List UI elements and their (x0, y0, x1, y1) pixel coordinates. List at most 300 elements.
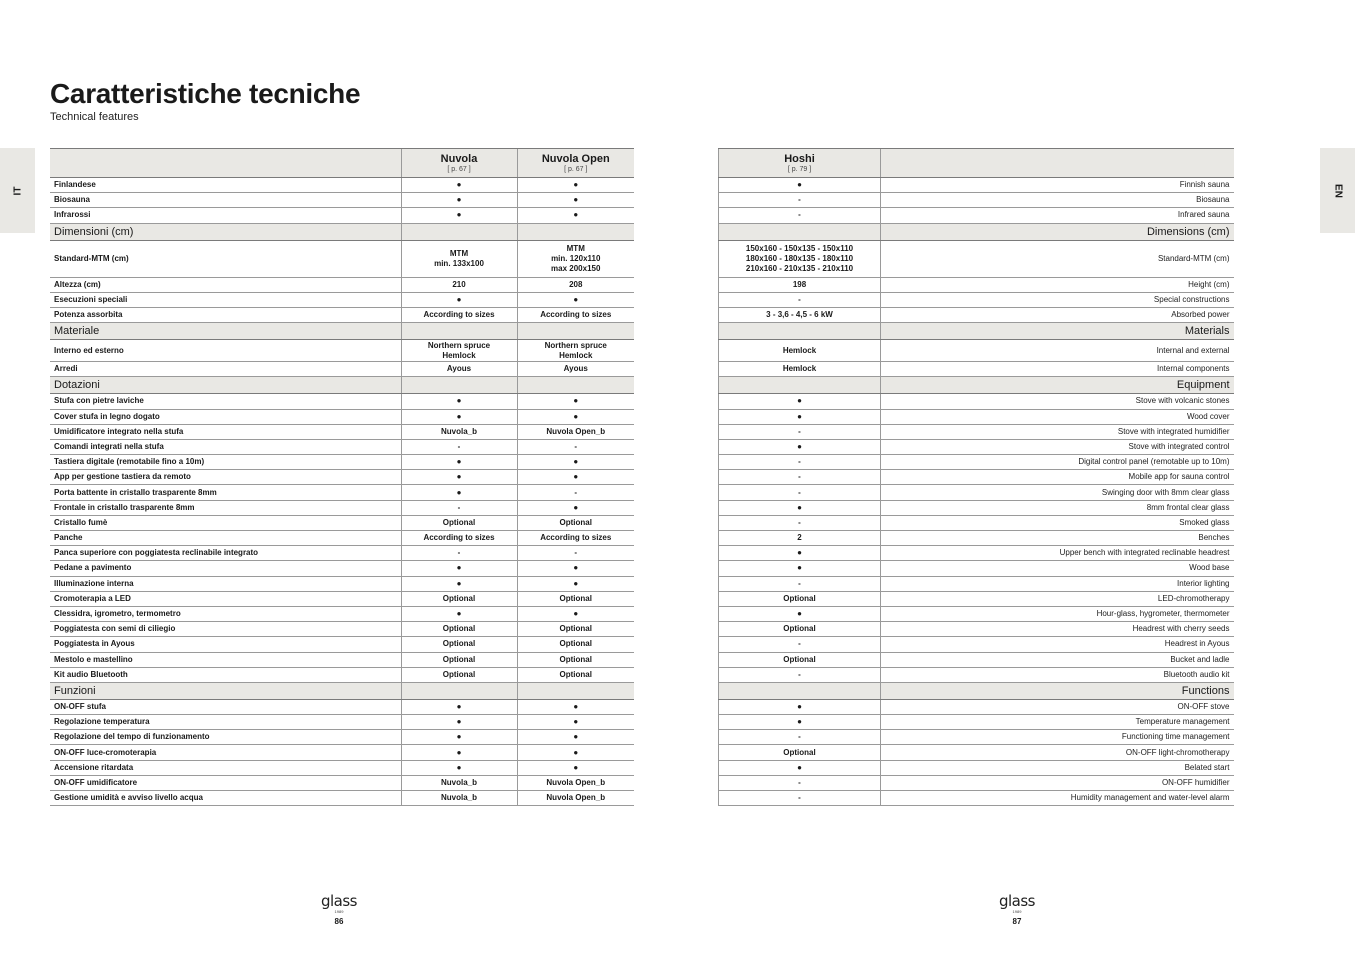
value-line: ● (573, 472, 579, 482)
value-line: Ayous (563, 364, 588, 374)
value-line: 180x160 - 180x135 - 180x110 (745, 253, 854, 263)
value-line: Optional (559, 593, 592, 603)
table-row (719, 730, 1234, 745)
value-cell (401, 745, 517, 760)
value-line: Optional (559, 624, 592, 634)
value-cell (401, 561, 517, 576)
value-cell (719, 409, 881, 424)
value-line: ● (456, 609, 462, 619)
table-row (50, 606, 634, 621)
row-label: Pedane a pavimento (50, 561, 401, 576)
row-label: Bluetooth audio kit (881, 667, 1234, 682)
value-cell (401, 240, 517, 277)
page-number: 86 (334, 917, 344, 926)
value-cell (719, 667, 881, 682)
table-row (719, 667, 1234, 682)
value-cell (401, 606, 517, 621)
column-header (517, 149, 634, 178)
brand-logo: glass (998, 892, 1035, 910)
row-label: Benches (881, 531, 1234, 546)
value-cell (401, 622, 517, 637)
value-cell (401, 470, 517, 485)
table-row (50, 699, 634, 714)
section-blank (517, 223, 634, 240)
value-line: ● (456, 747, 462, 757)
value-line: ● (797, 441, 802, 451)
table-row (719, 277, 1234, 292)
table-row (50, 409, 634, 424)
value-cell (517, 277, 634, 292)
row-label: Mestolo e mastellino (50, 652, 401, 667)
footer-right (987, 894, 1047, 926)
value-line: Nuvola_b (440, 793, 477, 803)
table-row (719, 240, 1234, 277)
value-cell (719, 424, 881, 439)
value-cell (517, 699, 634, 714)
table-row (719, 715, 1234, 730)
value-cell (517, 439, 634, 454)
row-label: Wood cover (881, 409, 1234, 424)
value-cell (401, 409, 517, 424)
value-line: - (798, 639, 801, 649)
section-blank (517, 323, 634, 340)
row-label: Height (cm) (881, 277, 1234, 292)
value-line: ● (797, 563, 802, 573)
value-line: Optional (442, 517, 476, 527)
value-line: ● (573, 732, 579, 742)
table-row (50, 424, 634, 439)
value-line: - (457, 548, 461, 558)
value-line: ● (797, 701, 802, 711)
language-tab-label: EN (1332, 183, 1343, 198)
page-number: 87 (1012, 917, 1022, 926)
language-tab-it (0, 148, 35, 233)
value-cell (719, 606, 881, 621)
row-label: Wood base (881, 561, 1234, 576)
table-row (719, 455, 1234, 470)
row-label: Interior lighting (881, 576, 1234, 591)
value-line: ● (573, 457, 579, 467)
value-cell (517, 500, 634, 515)
table-row (719, 292, 1234, 307)
value-line: Optional (442, 654, 476, 664)
row-label: Arredi (50, 362, 401, 377)
value-line: ● (456, 563, 462, 573)
spec-table-english (718, 148, 1234, 806)
value-line: According to sizes (423, 533, 495, 543)
table-row (719, 637, 1234, 652)
value-cell (401, 500, 517, 515)
value-line: ● (456, 578, 462, 588)
value-line: - (798, 732, 801, 742)
table-row (719, 652, 1234, 667)
section-title: Dimensions (cm) (881, 223, 1234, 240)
value-line: - (798, 578, 801, 588)
value-cell (401, 277, 517, 292)
row-label: Esecuzioni speciali (50, 292, 401, 307)
value-line: ● (573, 609, 579, 619)
value-cell (401, 394, 517, 409)
value-line: - (798, 426, 801, 436)
value-line: ● (797, 548, 802, 558)
value-line: Optional (783, 747, 816, 757)
value-cell (517, 791, 634, 806)
row-label: Finnish sauna (881, 178, 1234, 193)
value-cell (517, 193, 634, 208)
value-line: - (457, 502, 461, 512)
row-label: Functioning time management (881, 730, 1234, 745)
table-row (719, 394, 1234, 409)
value-cell (719, 637, 881, 652)
value-cell (517, 667, 634, 682)
value-cell (517, 591, 634, 606)
value-line: ● (797, 609, 802, 619)
table-row (50, 652, 634, 667)
table-row (719, 531, 1234, 546)
table-row (719, 307, 1234, 322)
row-label: Finlandese (50, 178, 401, 193)
value-cell (401, 652, 517, 667)
value-line: Hemlock (559, 350, 593, 360)
value-cell (719, 745, 881, 760)
value-line: According to sizes (540, 310, 612, 320)
table-row (50, 455, 634, 470)
table-row (719, 791, 1234, 806)
value-line: ● (797, 502, 802, 512)
row-label: Gestione umidità e avviso livello acqua (50, 791, 401, 806)
value-cell (517, 730, 634, 745)
value-cell (401, 791, 517, 806)
value-cell (517, 394, 634, 409)
table-row (719, 760, 1234, 775)
row-label: Cover stufa in legno dogato (50, 409, 401, 424)
section-row (719, 323, 1234, 340)
value-cell (719, 500, 881, 515)
value-cell (517, 561, 634, 576)
value-cell (401, 208, 517, 223)
value-line: ● (573, 180, 579, 190)
value-cell (517, 424, 634, 439)
table-row (719, 606, 1234, 621)
page-reference: [ p. 67 ] (447, 165, 471, 173)
table-row (719, 576, 1234, 591)
value-line: 210x160 - 210x135 - 210x110 (745, 263, 854, 273)
table-row (50, 637, 634, 652)
table-row (719, 546, 1234, 561)
value-cell (719, 394, 881, 409)
table-row (50, 730, 634, 745)
table-row (50, 622, 634, 637)
table-row (719, 208, 1234, 223)
value-line: ● (573, 747, 579, 757)
table-row (50, 515, 634, 530)
value-cell (719, 470, 881, 485)
value-line: ● (456, 411, 462, 421)
row-label: Internal components (881, 362, 1234, 377)
value-line: Hemlock (782, 345, 817, 355)
value-line: According to sizes (423, 310, 495, 320)
row-label: Biosauna (50, 193, 401, 208)
value-cell (719, 775, 881, 790)
table-row (50, 775, 634, 790)
column-header (401, 149, 517, 178)
table-row (50, 546, 634, 561)
table-row (50, 531, 634, 546)
row-label: Bucket and ladle (881, 652, 1234, 667)
value-line: ● (456, 762, 462, 772)
row-label: LED-chromotherapy (881, 591, 1234, 606)
value-line: - (574, 441, 578, 451)
value-line: ● (797, 717, 802, 727)
header-row (50, 149, 634, 178)
model-name: Hoshi (784, 152, 815, 165)
value-line: Optional (559, 517, 592, 527)
column-header (719, 149, 881, 178)
section-blank (517, 377, 634, 394)
value-line: ● (456, 701, 462, 711)
value-line: 150x160 - 150x135 - 150x110 (745, 243, 854, 253)
value-cell (719, 240, 881, 277)
value-cell (401, 576, 517, 591)
header-blank (881, 149, 1234, 178)
value-line: - (798, 669, 801, 679)
table-row (719, 699, 1234, 714)
section-title: Materiale (50, 323, 401, 340)
table-row (50, 500, 634, 515)
table-row (50, 307, 634, 322)
value-cell (517, 576, 634, 591)
table-row (50, 178, 634, 193)
table-row (50, 394, 634, 409)
value-line: ● (573, 411, 579, 421)
value-cell (517, 637, 634, 652)
table-row (719, 409, 1234, 424)
value-cell (719, 652, 881, 667)
table-row (50, 760, 634, 775)
row-label: Absorbed power (881, 307, 1234, 322)
value-line: Optional (559, 669, 592, 679)
section-title: Materials (881, 323, 1234, 340)
value-line: - (798, 487, 801, 497)
section-row (719, 223, 1234, 240)
value-line: Ayous (446, 364, 472, 374)
value-line: ● (456, 180, 462, 190)
row-label: ON-OFF stove (881, 699, 1234, 714)
row-label: Standard-MTM (cm) (881, 240, 1234, 277)
value-cell (719, 340, 881, 362)
row-label: Hour-glass, hygrometer, thermometer (881, 606, 1234, 621)
section-title: Funzioni (50, 682, 401, 699)
value-line: ● (573, 717, 579, 727)
section-title: Dimensioni (cm) (50, 223, 401, 240)
table-row (50, 292, 634, 307)
row-label: Interno ed esterno (50, 340, 401, 362)
section-row (50, 377, 634, 394)
value-cell (401, 775, 517, 790)
value-line: ● (456, 717, 462, 727)
value-cell (401, 730, 517, 745)
row-label: Comandi integrati nella stufa (50, 439, 401, 454)
section-blank (719, 377, 881, 394)
value-line: Optional (783, 624, 816, 634)
value-cell (401, 715, 517, 730)
value-line: MTM (449, 248, 469, 258)
value-cell (401, 515, 517, 530)
value-line: Optional (442, 593, 476, 603)
table-row (50, 745, 634, 760)
value-cell (517, 531, 634, 546)
value-cell (719, 760, 881, 775)
table-row (50, 485, 634, 500)
value-cell (719, 591, 881, 606)
table-row (719, 340, 1234, 362)
row-label: Infrarossi (50, 208, 401, 223)
row-label: App per gestione tastiera da remoto (50, 470, 401, 485)
value-line: ● (456, 472, 462, 482)
value-cell (517, 775, 634, 790)
row-label: Potenza assorbita (50, 307, 401, 322)
value-line: ● (573, 762, 579, 772)
value-cell (401, 531, 517, 546)
row-label: Mobile app for sauna control (881, 470, 1234, 485)
value-cell (719, 439, 881, 454)
row-label: Panca superiore con poggiatesta reclinabile integrato (50, 546, 401, 561)
table-row (50, 470, 634, 485)
value-line: - (798, 793, 801, 803)
value-line: ● (573, 701, 579, 711)
section-blank (401, 682, 517, 699)
value-cell (401, 362, 517, 377)
table-row (50, 715, 634, 730)
value-line: - (798, 457, 801, 467)
section-row (50, 682, 634, 699)
value-line: Optional (559, 654, 592, 664)
value-line: - (798, 195, 801, 205)
value-line: ● (456, 210, 462, 220)
table-row (50, 240, 634, 277)
value-cell (719, 208, 881, 223)
value-line: ● (573, 502, 579, 512)
value-cell (401, 485, 517, 500)
table-row (719, 178, 1234, 193)
row-label: Clessidra, igrometro, termometro (50, 606, 401, 621)
brand-logo-year: 1989 (1012, 909, 1022, 914)
page-title: Caratteristiche tecniche (50, 78, 361, 109)
table-row (50, 277, 634, 292)
table-row (719, 485, 1234, 500)
value-cell (517, 178, 634, 193)
brand-logo-year: 1989 (334, 909, 344, 914)
section-blank (401, 223, 517, 240)
value-cell (401, 340, 517, 362)
section-row (50, 223, 634, 240)
value-line: - (574, 548, 578, 558)
value-cell (719, 561, 881, 576)
value-line: ● (456, 396, 462, 406)
value-cell (401, 546, 517, 561)
row-label: ON-OFF humidifier (881, 775, 1234, 790)
row-label: Cristallo fumè (50, 515, 401, 530)
value-cell (401, 699, 517, 714)
value-line: ● (456, 294, 462, 304)
section-blank (517, 682, 634, 699)
value-line: ● (573, 195, 579, 205)
value-cell (719, 455, 881, 470)
value-cell (517, 340, 634, 362)
value-cell (719, 622, 881, 637)
row-label: Tastiera digitale (remotabile fino a 10m) (50, 455, 401, 470)
row-label: Accensione ritardata (50, 760, 401, 775)
value-cell (517, 307, 634, 322)
value-cell (401, 455, 517, 470)
section-blank (719, 223, 881, 240)
value-line: ● (797, 411, 802, 421)
value-cell (719, 362, 881, 377)
value-line: - (798, 517, 801, 527)
value-line: ● (573, 396, 579, 406)
section-title: Dotazioni (50, 377, 401, 394)
table-row (50, 591, 634, 606)
row-label: Smoked glass (881, 515, 1234, 530)
value-cell (719, 178, 881, 193)
value-cell (401, 667, 517, 682)
value-line: ● (573, 563, 579, 573)
section-title: Equipment (881, 377, 1234, 394)
row-label: Biosauna (881, 193, 1234, 208)
value-line: Northern spruce (544, 340, 607, 350)
value-cell (517, 292, 634, 307)
value-line: Northern spruce (427, 340, 491, 350)
value-cell (517, 409, 634, 424)
table-row (50, 439, 634, 454)
value-cell (719, 485, 881, 500)
value-line: 210 (452, 279, 466, 289)
value-cell (719, 515, 881, 530)
header-row (719, 149, 1234, 178)
table-row (50, 362, 634, 377)
value-line: min. 133x100 (434, 258, 484, 268)
value-cell (517, 362, 634, 377)
value-line: - (798, 210, 801, 220)
value-line: 3 - 3,6 - 4,5 - 6 kW (766, 310, 833, 320)
row-label: Humidity management and water-level alarm (881, 791, 1234, 806)
row-label: Umidificatore integrato nella stufa (50, 424, 401, 439)
row-label: Upper bench with integrated reclinable headrest (881, 546, 1234, 561)
value-cell (401, 439, 517, 454)
value-line: - (574, 487, 578, 497)
value-cell (517, 745, 634, 760)
table-row (719, 515, 1234, 530)
value-line: Optional (783, 593, 816, 603)
value-cell (401, 591, 517, 606)
value-line: Nuvola_b (440, 777, 477, 787)
table-row (719, 193, 1234, 208)
table-row (50, 576, 634, 591)
value-line: ● (456, 195, 462, 205)
value-line: Optional (442, 639, 476, 649)
value-cell (401, 637, 517, 652)
value-cell (719, 193, 881, 208)
row-label: Belated start (881, 760, 1234, 775)
row-label: Poggiatesta in Ayous (50, 637, 401, 652)
row-label: Swinging door with 8mm clear glass (881, 485, 1234, 500)
value-line: Optional (442, 669, 476, 679)
value-cell (401, 292, 517, 307)
table-row (719, 470, 1234, 485)
value-line: ● (797, 396, 802, 406)
value-line: min. 120x110 (551, 253, 601, 263)
value-cell (517, 515, 634, 530)
